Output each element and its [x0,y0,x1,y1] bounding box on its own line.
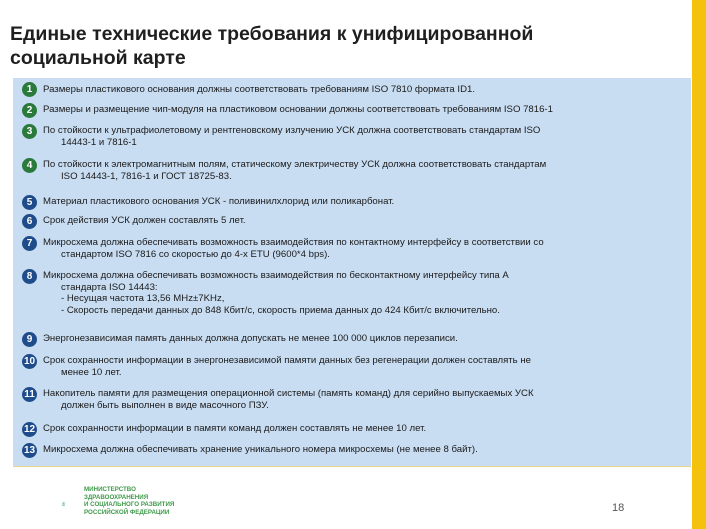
item-number-badge: 4 [22,158,37,173]
requirement-text: Срок сохранности информации в памяти команд должен составлять не менее 10 лет. [43,423,427,434]
requirement-text: Материал пластикового основания УСК - поливинилхлорид или поликарбонат. [43,196,395,207]
item-number-badge: 9 [22,332,37,347]
requirement-text: По стойкости к ультрафиолетовому и рентгеновскому излучению УСК должна соответствовать стандартам ISO 14443-1 и 7816-1 [43,125,541,148]
title-line-2: социальной карте [10,47,186,69]
item-number-badge: 3 [22,124,37,139]
item-number-badge: 13 [23,445,36,456]
page-number: 18 [612,502,625,514]
ministry-name: МИНИСТЕРСТВО ЗДРАВООХРАНЕНИЯ И СОЦИАЛЬНОГО РАЗВИТИЯ РОССИЙСКОЙ ФЕДЕРАЦИИ [84,486,175,516]
requirements-panel [13,78,691,466]
item-number-badge: 7 [22,236,37,251]
item-number-badge: 10 [23,356,36,367]
item-number-badge: 8 [22,269,37,284]
accent-side-bar [692,0,706,529]
requirement-text: Микросхема должна обеспечивать возможность взаимодействия по контактному интерфейсу в соответствии со стандартом ISO 7816 со скоростью до 4-х ETU (9600*4 bps). [43,237,544,260]
title-line-1: Единые технические требования к унифицированной [10,23,534,45]
item-number-badge: 11 [22,387,37,402]
page-title [10,22,650,70]
item-number-badge: 1 [22,82,37,97]
requirement-text: Размеры и размещение чип-модуля на пластиковом основании должны соответствовать требованиям ISO 7816-1 [43,104,553,115]
requirement-text: Микросхема должна обеспечивать хранение уникального номера микросхемы (не менее 8 байт). [43,444,478,455]
item-number-badge: 6 [22,214,37,229]
requirement-text: По стойкости к электромагнитным полям, статическому электричеству УСК должна соответствовать стандартам ISO 14443-1, 7816-1 и ГОСТ 18725-83. [43,159,547,182]
requirement-text: Размеры пластикового основания должны соответствовать требованиям ISO 7810 формата ID1. [43,84,476,95]
requirement-text: Энергонезависимая память данных должна допускать не менее 100 000 циклов перезаписи. [43,333,458,344]
requirement-text: Срок действия УСК должен составлять 5 лет. [43,215,246,226]
requirement-text: Микросхема должна обеспечивать возможность взаимодействия по бесконтактному интерфейсу типа А стандарта ISO 14443: - Несущая частота 13,56 MHz±7KHz, - Скорость передачи данных до 848 Кбит/с, скорость приема данных до 424 Кбит/с включительно. [43,270,509,316]
requirement-text: Накопитель памяти для размещения операционной системы (память команд) для серийно выпускаемых УСК должен быть выполнен в виде масочного ПЗУ. [43,388,534,411]
footer-divider [13,466,691,467]
item-number-badge: 5 [22,195,37,210]
item-number-badge: 12 [23,424,36,435]
ministry-logo-icon [62,481,84,527]
requirement-text: Срок сохранности информации в энергонезависимой памяти данных без регенерации должен составлять не менее 10 лет. [43,355,531,378]
item-number-badge: 2 [22,103,37,118]
